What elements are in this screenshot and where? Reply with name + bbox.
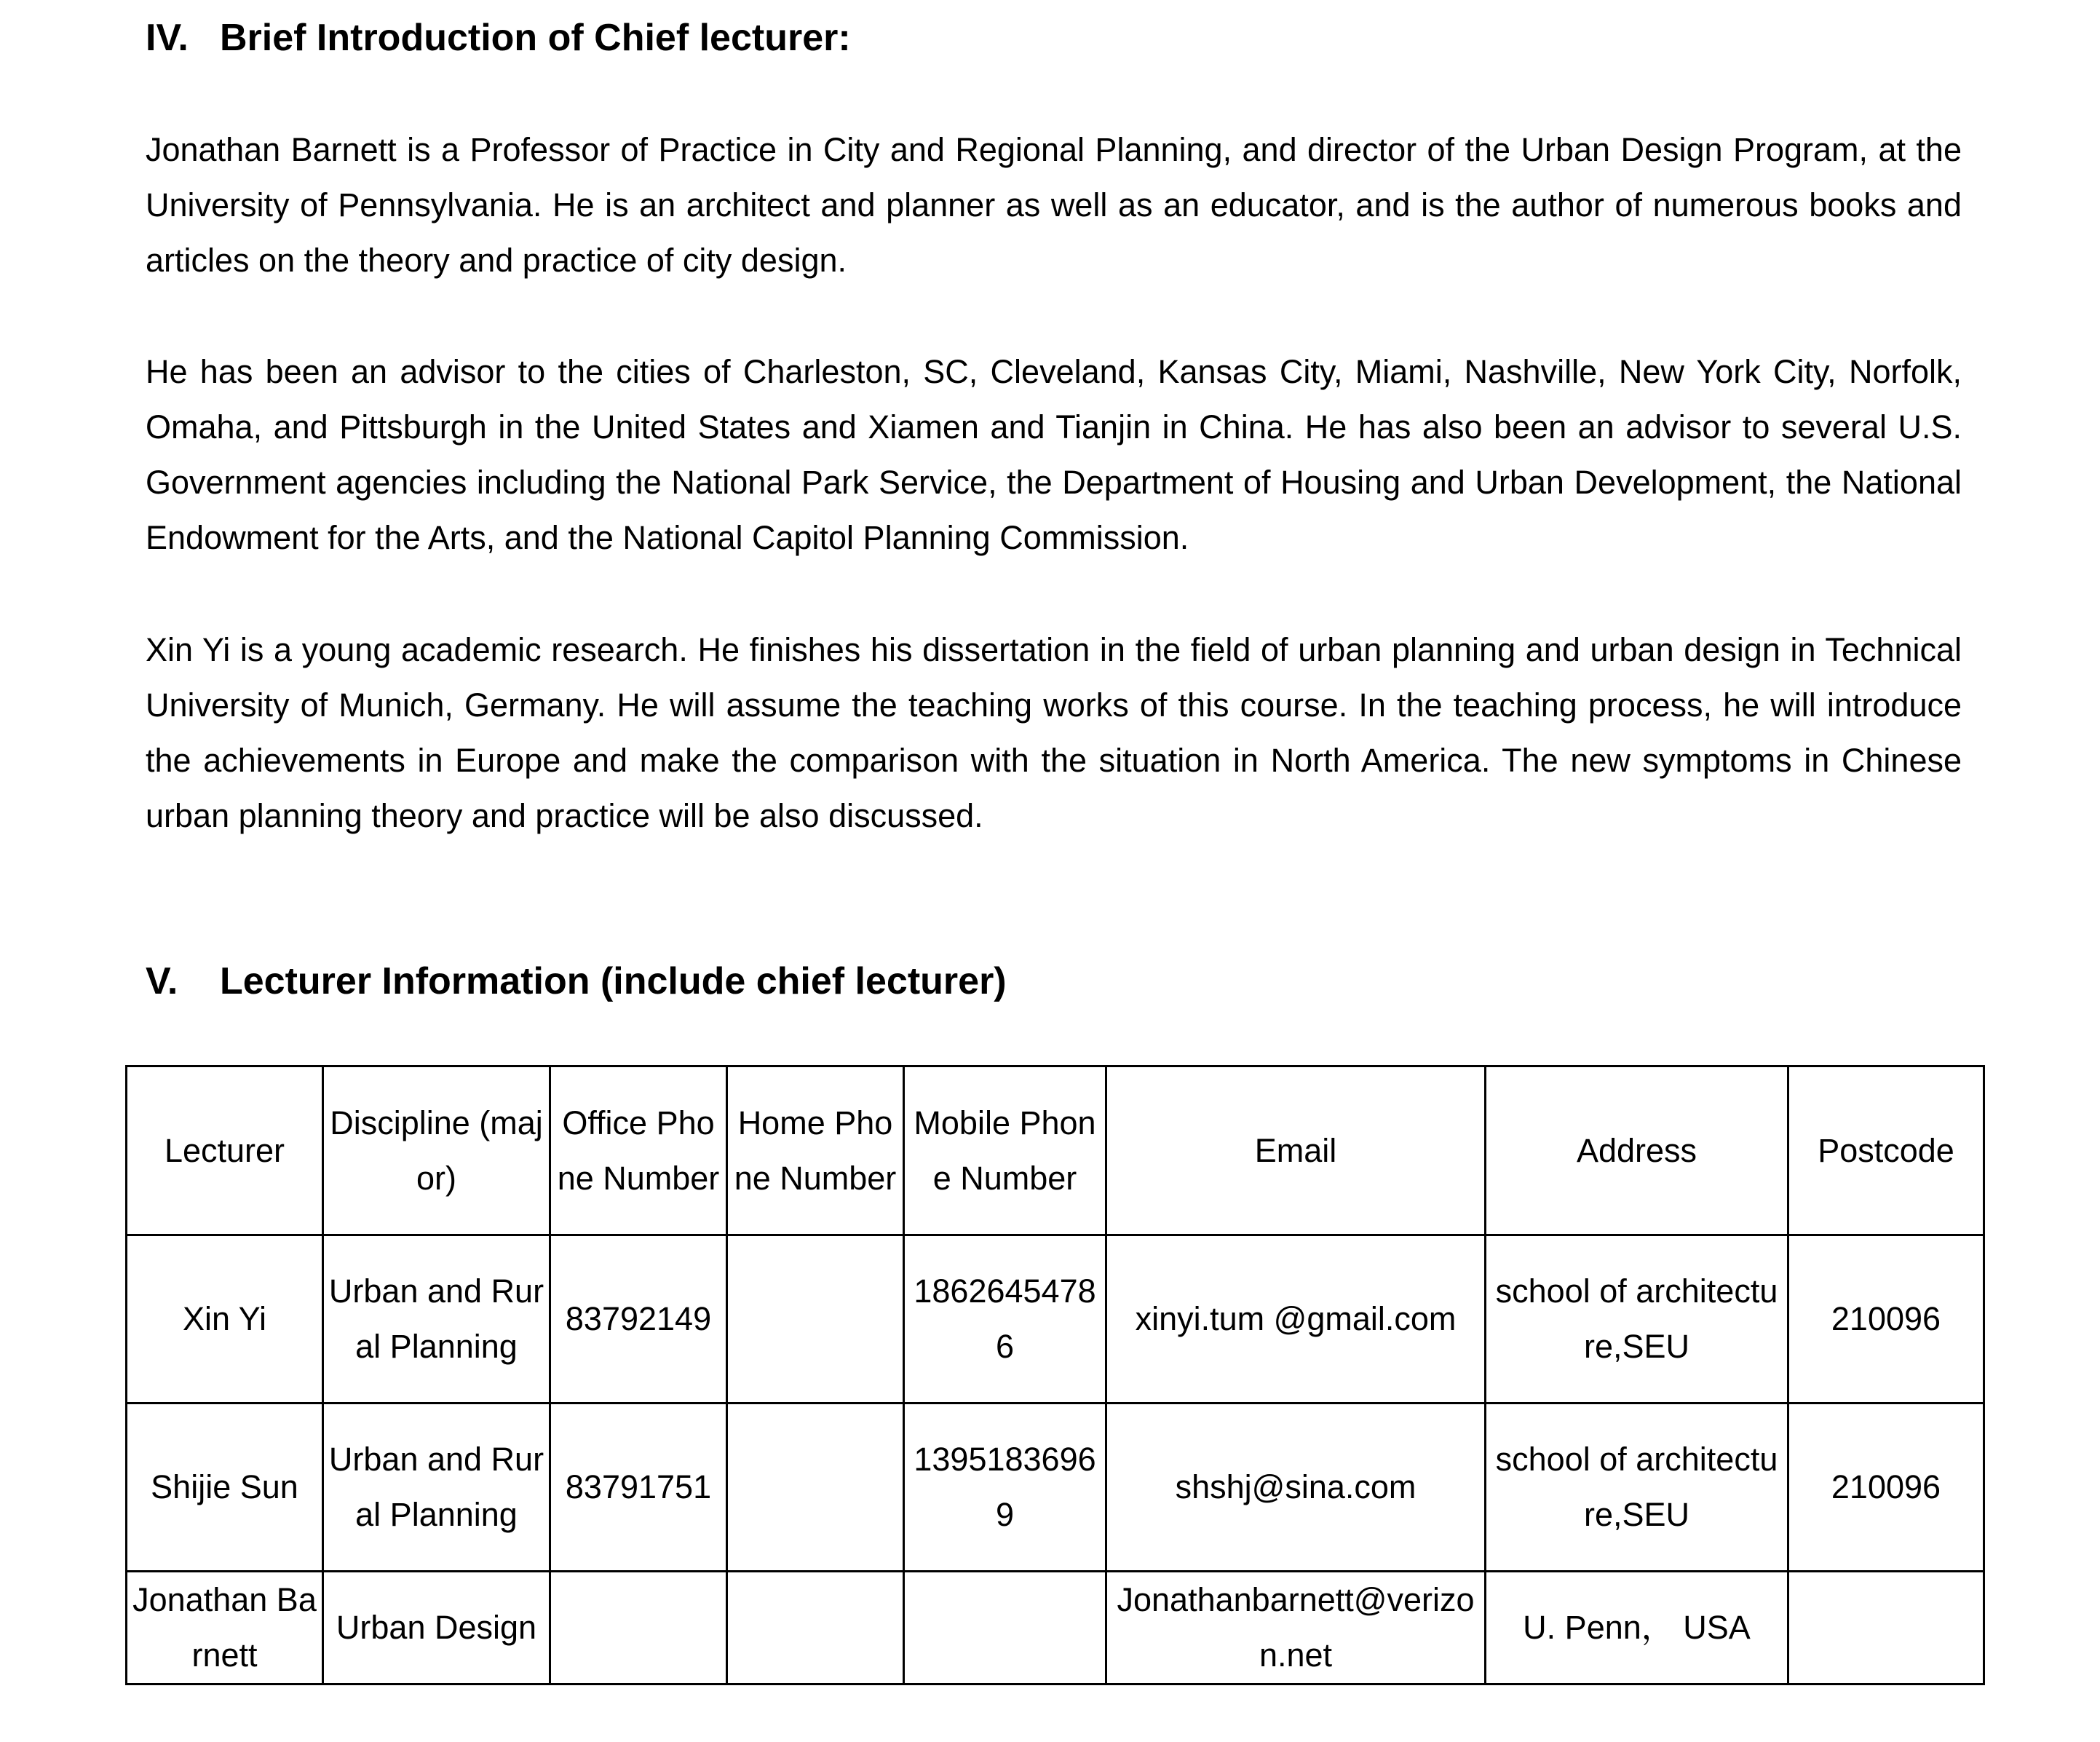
cell-mobile-phone xyxy=(904,1572,1106,1684)
cell-office-phone xyxy=(550,1572,727,1684)
lecturer-info-table xyxy=(125,1065,1985,1685)
cell-office-phone: 83791751 xyxy=(550,1404,727,1572)
cell-lecturer: Jonathan Barnett xyxy=(127,1572,323,1684)
section-5-number: V. xyxy=(146,960,178,1002)
cell-address: school of architecture,SEU xyxy=(1486,1235,1788,1404)
cell-lecturer: Shijie Sun xyxy=(127,1404,323,1572)
cell-postcode: 210096 xyxy=(1788,1235,1984,1404)
cell-email: Jonathanbarnett@verizon.net xyxy=(1106,1572,1486,1684)
cell-postcode xyxy=(1788,1572,1984,1684)
cell-lecturer: Xin Yi xyxy=(127,1235,323,1404)
cell-discipline: Urban Design xyxy=(323,1572,550,1684)
chief-lecturer-paragraph-1: Jonathan Barnett is a Professor of Practice in City and Regional Planning, and director of the Urban Design Program, at the University of Pennsylvania. He is an architect and planner as well as an educator, and is the author of numerous books and articles on the theory and practice of city design. xyxy=(146,131,1962,279)
header-postcode: Postcode xyxy=(1788,1066,1984,1235)
chief-lecturer-paragraph-3: Xin Yi is a young academic research. He finishes his dissertation in the field of urban planning and urban design in Technical University of Munich, Germany. He will assume the teaching works of this course. In the teaching process, he will introduce the achievements in Europe and make the comparison with the situation in North America. The new symptoms in Chinese urban planning theory and practice will be also discussed. xyxy=(146,631,1962,834)
section-4-heading xyxy=(146,15,851,61)
cell-discipline: Urban and Rural Planning xyxy=(323,1235,550,1404)
cell-mobile-phone: 13951836969 xyxy=(904,1404,1106,1572)
cell-email: shshj@sina.com xyxy=(1106,1404,1486,1572)
cell-address: school of architecture,SEU xyxy=(1486,1404,1788,1572)
header-discipline: Discipline (major) xyxy=(323,1066,550,1235)
header-mobile-phone: Mobile Phone Number xyxy=(904,1066,1106,1235)
section-5-title: Lecturer Information (include chief lecturer) xyxy=(220,960,1007,1002)
section-5-heading xyxy=(146,958,1007,1005)
cell-postcode: 210096 xyxy=(1788,1404,1984,1572)
header-address: Address xyxy=(1486,1066,1788,1235)
cell-home-phone xyxy=(727,1235,904,1404)
cell-home-phone xyxy=(727,1572,904,1684)
header-home-phone: Home Phone Number xyxy=(727,1066,904,1235)
section-4-number: IV. xyxy=(146,17,189,59)
table-row xyxy=(127,1404,1984,1572)
header-lecturer: Lecturer xyxy=(127,1066,323,1235)
cell-discipline: Urban and Rural Planning xyxy=(323,1404,550,1572)
table-row xyxy=(127,1235,1984,1404)
table-header-row xyxy=(127,1066,1984,1235)
cell-office-phone: 83792149 xyxy=(550,1235,727,1404)
cell-mobile-phone: 18626454786 xyxy=(904,1235,1106,1404)
section-4-title: Brief Introduction of Chief lecturer: xyxy=(220,17,851,59)
header-email: Email xyxy=(1106,1066,1486,1235)
cell-address: U. Penn， USA xyxy=(1486,1572,1788,1684)
cell-email: xinyi.tum @gmail.com xyxy=(1106,1235,1486,1404)
chief-lecturer-paragraph-2: He has been an advisor to the cities of Charleston, SC, Cleveland, Kansas City, Miami, Nashville, New York City, Norfolk, Omaha, and Pittsburgh in the United States and Xiamen and Tianjin in China. He has also been an advisor to several U.S. Government agencies including the National Park Service, the Department of Housing and Urban Development, the National Endowment for the Arts, and the National Capitol Planning Commission. xyxy=(146,353,1962,556)
header-office-phone: Office Phone Number xyxy=(550,1066,727,1235)
table-row xyxy=(127,1572,1984,1684)
cell-home-phone xyxy=(727,1404,904,1572)
